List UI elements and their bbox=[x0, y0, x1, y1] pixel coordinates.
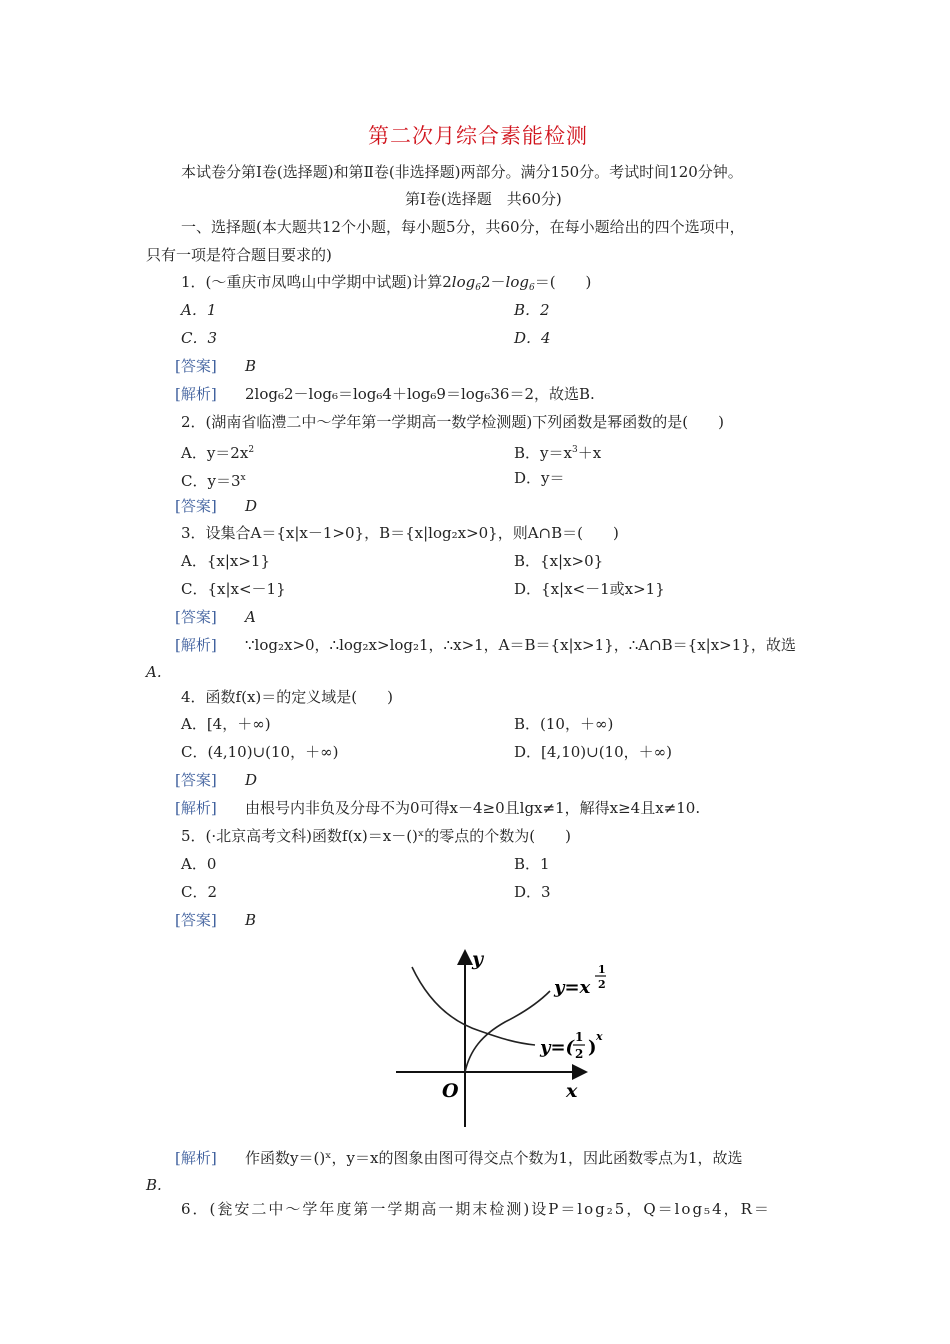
page-title: 第二次月综合素能检测 bbox=[368, 124, 588, 148]
exp-decay-curve bbox=[412, 967, 535, 1045]
sqrt-curve bbox=[465, 991, 550, 1072]
q1-option-b: B．2 bbox=[514, 301, 550, 319]
x-axis-label: x bbox=[566, 1080, 578, 1102]
q3-option-c: C．{x|x<－1} bbox=[181, 580, 286, 598]
curve2-frac-num: 1 bbox=[575, 1030, 584, 1044]
q2-option-b-tail: ＋x bbox=[577, 444, 602, 462]
q2-option-c-text: C．y＝3 bbox=[181, 472, 241, 490]
q4-stem: 4．函数f(x)＝的定义域是( ) bbox=[181, 688, 393, 706]
curve2-exp: x bbox=[596, 1030, 603, 1043]
q5-option-b: B．1 bbox=[514, 855, 550, 873]
q4-analysis: 由根号内非负及分母不为0可得x－4≥0且lgx≠1，解得x≥4且x≠10. bbox=[245, 799, 701, 817]
q2-option-b-exp: 3 bbox=[571, 445, 578, 455]
q1-log-base-2: 6 bbox=[528, 283, 535, 293]
q2-option-c-exp: x bbox=[240, 473, 246, 483]
q1-log-base-1: 6 bbox=[475, 283, 481, 293]
q5-stem: 5．(·北京高考文科)函数f(x)＝x－()ˣ的零点的个数为( ) bbox=[181, 827, 571, 845]
q5-analysis-label: [解析] bbox=[175, 1149, 217, 1167]
q2-answer: D bbox=[245, 497, 258, 515]
curve2-frac-den: 2 bbox=[575, 1047, 584, 1061]
q2-option-d: D．y＝ bbox=[514, 469, 565, 487]
curve2-label-a: y=( bbox=[540, 1037, 575, 1058]
q2-option-a bbox=[181, 440, 254, 463]
q3-analysis-label: [解析] bbox=[175, 636, 217, 654]
q1-stem-part-a: 1．(～重庆市凤鸣山中学期中试题)计算2 bbox=[181, 273, 452, 291]
q2-answer-label: [答案] bbox=[175, 497, 217, 515]
q1-stem-part-b: 2－ bbox=[480, 273, 506, 291]
q5-analysis-line2: B. bbox=[146, 1176, 162, 1194]
y-axis-label: y bbox=[472, 948, 484, 970]
q4-analysis-label: [解析] bbox=[175, 799, 217, 817]
q1-analysis-label: [解析] bbox=[175, 385, 217, 403]
q6-stem: 6．(瓮安二中～学年度第一学期高一期末检测)设P＝log₂5，Q＝log₅4，R＝ bbox=[181, 1200, 771, 1218]
curve2-label-b: ) bbox=[588, 1037, 597, 1058]
q4-option-a: A．[4，＋∞) bbox=[181, 715, 271, 733]
q4-answer-label: [答案] bbox=[175, 771, 217, 789]
q1-analysis: 2log₆2－log₆＝log₆4＋log₆9＝log₆36＝2，故选B. bbox=[245, 385, 595, 403]
q3-answer: A bbox=[245, 608, 256, 626]
q4-option-d: D．[4,10)∪(10，＋∞) bbox=[514, 743, 672, 761]
q1-option-a: A．1 bbox=[181, 301, 217, 319]
q2-option-a-exp: 2 bbox=[248, 445, 255, 455]
q4-answer: D bbox=[245, 771, 258, 789]
q3-stem: 3．设集合A＝{x|x－1>0}，B＝{x|log₂x>0}，则A∩B＝( ) bbox=[181, 524, 619, 542]
q2-option-c bbox=[181, 468, 246, 491]
q1-answer-label: [答案] bbox=[175, 357, 217, 375]
curve1-label: y=x bbox=[554, 977, 591, 998]
q3-analysis-line2: A. bbox=[146, 663, 162, 681]
q3-option-a: A．{x|x>1} bbox=[181, 552, 271, 570]
q3-option-d: D．{x|x<－1或x>1} bbox=[514, 580, 665, 598]
curve1-exp-num: 1 bbox=[598, 963, 606, 976]
q1-stem bbox=[181, 272, 591, 298]
curve1-exp-den: 2 bbox=[598, 978, 606, 991]
q5-option-d: D．3 bbox=[514, 883, 551, 901]
part1-title: 第Ⅰ卷(选择题 共60分) bbox=[405, 190, 562, 208]
section-instructions-line2: 只有一项是符合题目要求的) bbox=[146, 246, 332, 264]
q2-option-b-text: B．y＝x bbox=[514, 444, 572, 462]
q5-answer: B bbox=[245, 911, 257, 929]
q3-option-b: B．{x|x>0} bbox=[514, 552, 604, 570]
origin-label: O bbox=[442, 1080, 459, 1102]
q1-option-c: C．3 bbox=[181, 329, 218, 347]
q1-option-d: D．4 bbox=[514, 329, 551, 347]
section-instructions-line1: 一、选择题(本大题共12个小题，每小题5分，共60分，在每小题给出的四个选项中， bbox=[181, 218, 745, 236]
q5-analysis-line1: 作函数y＝()ˣ，y＝x的图象由图可得交点个数为1，因此函数零点为1，故选 bbox=[245, 1149, 743, 1167]
q1-stem-part-c: ＝( ) bbox=[534, 273, 592, 291]
q5-option-c: C．2 bbox=[181, 883, 218, 901]
q4-option-c: C．(4,10)∪(10，＋∞) bbox=[181, 743, 339, 761]
q1-log-1: log bbox=[451, 273, 476, 291]
q1-log-2: log bbox=[505, 273, 529, 291]
q2-option-a-text: A．y＝2x bbox=[181, 444, 249, 462]
q2-option-b bbox=[514, 440, 601, 463]
q3-analysis-line1: ∵log₂x>0，∴log₂x>log₂1，∴x>1，A＝B＝{x|x>1}，∴A∩B＝{x|x>1}，故选 bbox=[245, 636, 796, 654]
q3-answer-label: [答案] bbox=[175, 608, 217, 626]
q4-option-b: B．(10，＋∞) bbox=[514, 715, 614, 733]
q2-stem: 2．(湖南省临澧二中～学年第一学期高一数学检测题)下列函数是幂函数的是( ) bbox=[181, 413, 724, 431]
q5-answer-label: [答案] bbox=[175, 911, 217, 929]
q5-option-a: A．0 bbox=[181, 855, 217, 873]
exam-intro: 本试卷分第Ⅰ卷(选择题)和第Ⅱ卷(非选择题)两部分。满分150分。考试时间120分钟。 bbox=[181, 163, 743, 181]
function-graph bbox=[390, 945, 620, 1135]
q1-answer: B bbox=[245, 357, 257, 375]
